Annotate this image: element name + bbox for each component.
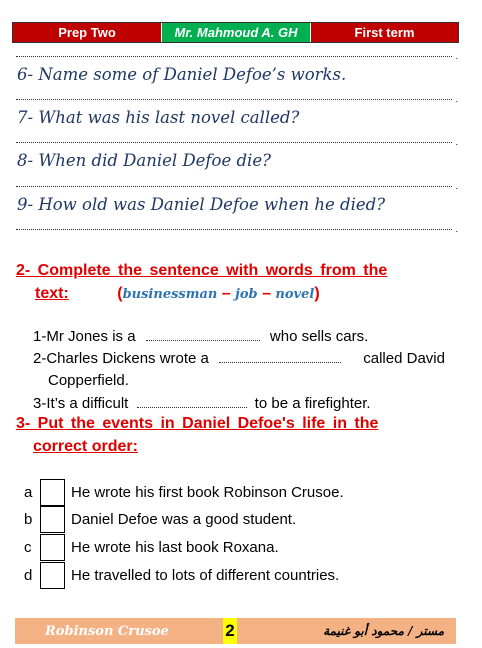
page-number: 2 — [223, 618, 237, 644]
page-header — [12, 22, 459, 43]
blank[interactable] — [137, 396, 247, 408]
word-bank: (businessman – job – novel) — [117, 285, 320, 302]
order-box[interactable] — [40, 562, 65, 589]
section-3-title: 3- Put the events in Daniel Defoe's life in the — [16, 415, 379, 432]
order-box[interactable] — [40, 506, 65, 533]
sentence-2: 2-Charles Dickens wrote a called David — [33, 350, 445, 367]
answer-line: . — [16, 228, 452, 230]
blank[interactable] — [219, 351, 341, 363]
page-footer — [15, 618, 456, 644]
footer-title: Robinson Crusoe — [45, 623, 169, 639]
section-3-title-cont: correct order: — [33, 438, 138, 455]
answer-line: . — [16, 55, 452, 57]
order-item: c He wrote his last book Roxana. — [24, 534, 279, 560]
order-item: b Daniel Defoe was a good student. — [24, 506, 296, 532]
sentence-1: 1-Mr Jones is a who sells cars. — [33, 328, 369, 345]
header-term: First term — [311, 23, 458, 42]
answer-line: . — [16, 98, 452, 100]
question-7: 7- What was his last novel called? — [17, 108, 300, 127]
header-teacher: Mr. Mahmoud A. GH — [161, 23, 311, 42]
sentence-2-cont: Copperfield. — [48, 372, 129, 389]
question-9: 9- How old was Daniel Defoe when he died? — [17, 195, 386, 214]
answer-line: . — [16, 185, 452, 187]
sentence-3: 3-It’s a difficult to be a firefighter. — [33, 395, 371, 412]
order-item: d He travelled to lots of different countries. — [24, 562, 339, 588]
header-grade: Prep Two — [13, 23, 161, 42]
order-item: a He wrote his first book Robinson Crusoe. — [24, 479, 344, 505]
answer-line: . — [16, 141, 452, 143]
order-box[interactable] — [40, 534, 65, 561]
order-box[interactable] — [40, 479, 65, 506]
section-2-title: 2- Complete the sentence with words from the — [16, 262, 388, 279]
question-8: 8- When did Daniel Defoe die? — [17, 151, 271, 170]
blank[interactable] — [146, 329, 260, 341]
footer-author: مستر / محمود أبو غنيمة — [323, 624, 444, 638]
section-2-title-cont: text: (businessman – job – novel) — [35, 285, 320, 302]
question-6: 6- Name some of Daniel Defoe’s works. — [17, 65, 347, 84]
